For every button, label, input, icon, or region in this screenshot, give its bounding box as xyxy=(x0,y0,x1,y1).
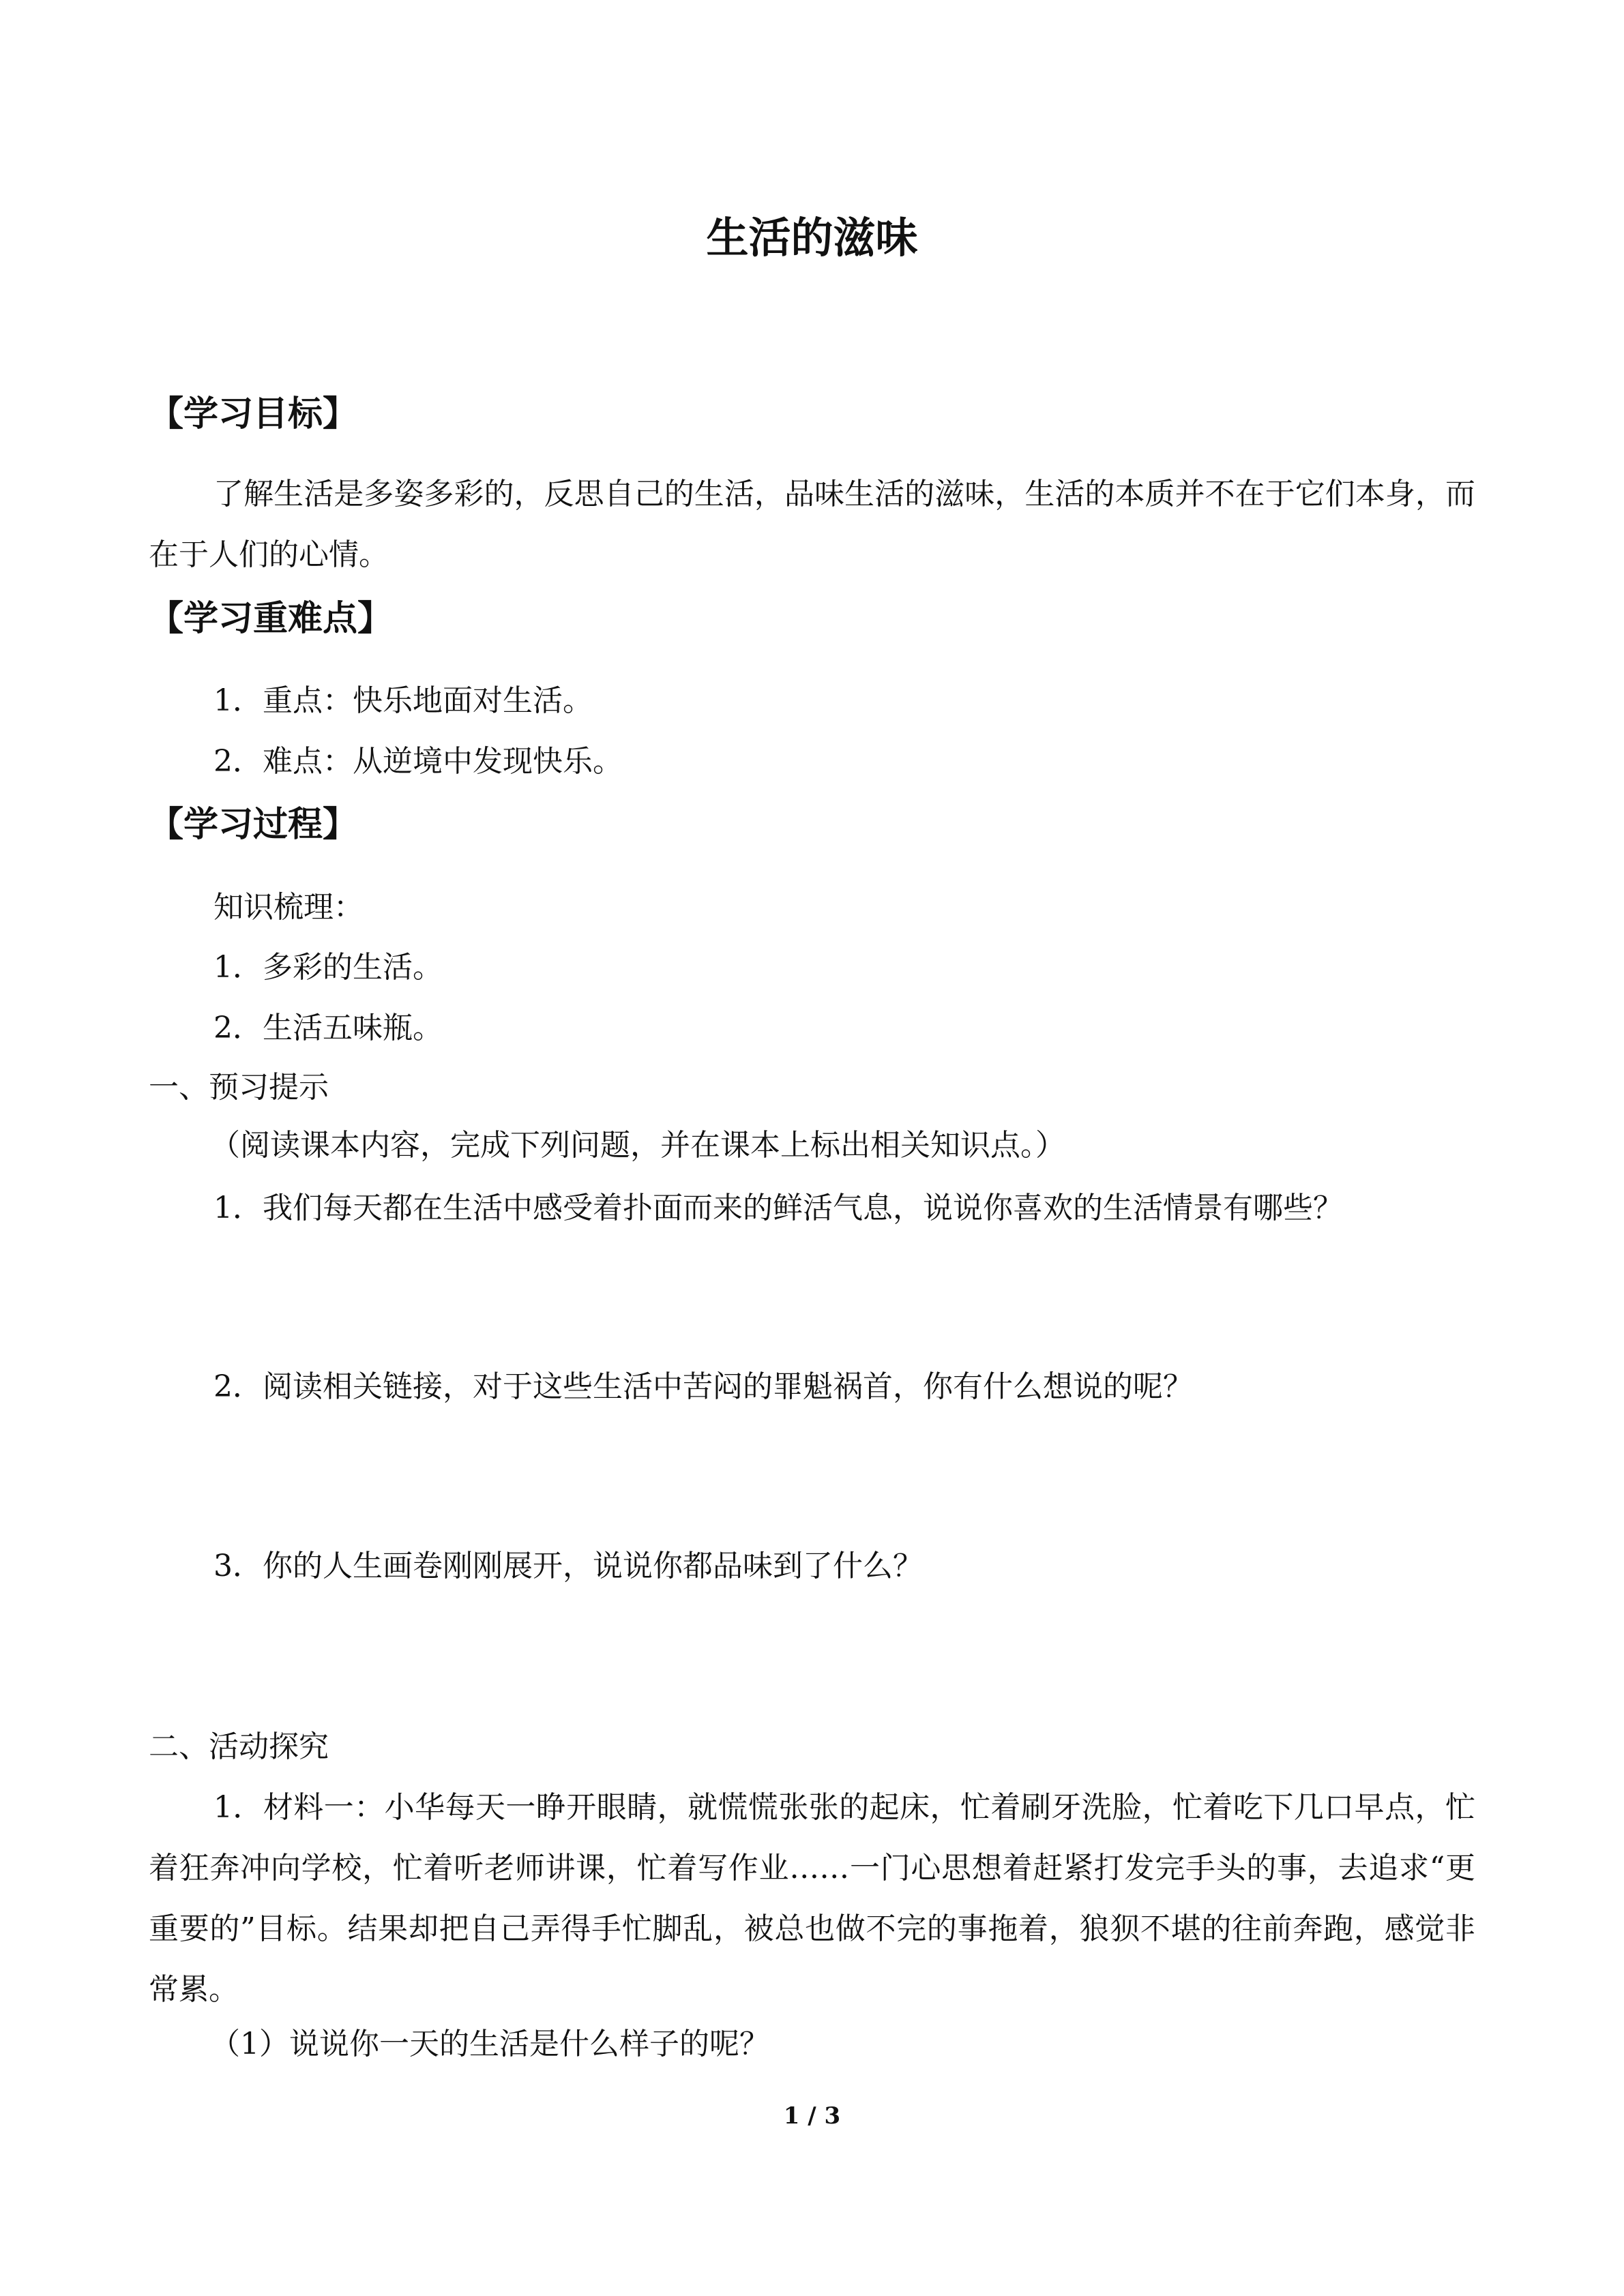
objectives-heading: 【学习目标】 xyxy=(149,394,358,434)
difficult-point-item: 2．难点：从逆境中发现快乐。 xyxy=(213,744,623,779)
document-title: 生活的滋味 xyxy=(706,213,918,263)
preview-question: 1．我们每天都在生活中感受着扑面而来的鲜活气息，说说你喜欢的生活情景有哪些？ xyxy=(213,1191,1343,1225)
knowledge-label: 知识梳理： xyxy=(213,890,364,925)
section-one-instruction: （阅读课本内容，完成下列问题，并在课本上标出相关知识点。） xyxy=(210,1128,1065,1163)
knowledge-item: 2．生活五味瓶。 xyxy=(213,1011,443,1045)
knowledge-item: 1．多彩的生活。 xyxy=(213,950,443,985)
section-one-heading: 一、预习提示 xyxy=(149,1070,329,1105)
page-number: 1 / 3 xyxy=(783,2102,841,2130)
objectives-paragraph xyxy=(149,464,1475,585)
objectives-text: 了解生活是多姿多彩的，反思自己的生活，品味生活的滋味，生活的本质并不在于它们本身，而在于人们的心情。 xyxy=(149,477,1475,572)
sub-question: （1）说说你一天的生活是什么样子的呢？ xyxy=(210,2027,769,2061)
material-one-paragraph xyxy=(149,1777,1475,2020)
section-two-heading: 二、活动探究 xyxy=(149,1729,329,1764)
process-heading: 【学习过程】 xyxy=(149,805,358,845)
key-points-heading: 【学习重难点】 xyxy=(149,599,393,639)
preview-question: 2．阅读相关链接，对于这些生活中苦闷的罪魁祸首，你有什么想说的呢？ xyxy=(213,1369,1193,1404)
preview-question: 3．你的人生画卷刚刚展开，说说你都品味到了什么？ xyxy=(213,1549,923,1583)
material-one-text: 1．材料一：小华每天一睁开眼睛，就慌慌张张的起床，忙着刷牙洗脸，忙着吃下几口早点，忙着狂奔冲向学校，忙着听老师讲课，忙着写作业……一门心思想着赶紧打发完手头的事，去追求“更重要的”目标。结果却把自己弄得手忙脚乱，被总也做不完的事拖着，狼狈不堪的往前奔跑，感觉非常累。 xyxy=(149,1790,1475,2007)
key-point-item: 1．重点：快乐地面对生活。 xyxy=(213,683,593,718)
